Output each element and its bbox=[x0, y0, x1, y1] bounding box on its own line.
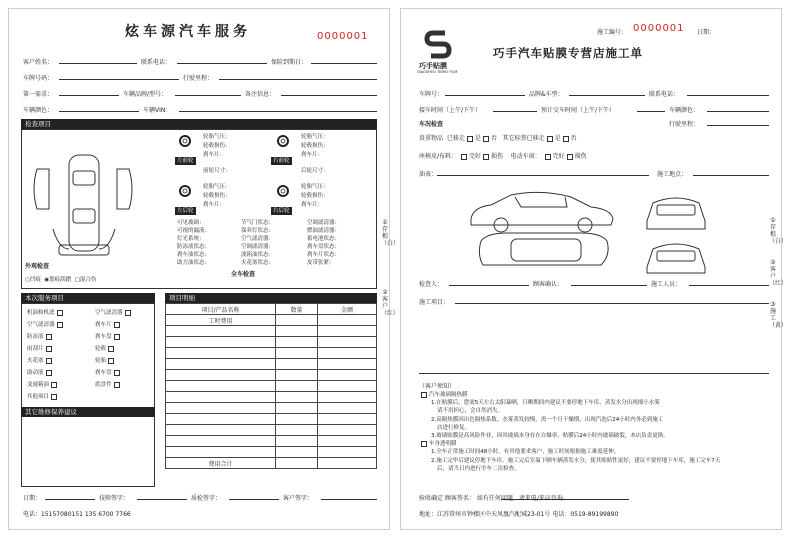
mileage-field[interactable] bbox=[219, 79, 377, 80]
left-form-title: 炫车源汽车服务 bbox=[125, 24, 251, 40]
table-row bbox=[166, 326, 377, 337]
car-diagram-front-rear bbox=[641, 189, 711, 275]
mileage-field[interactable] bbox=[707, 125, 769, 126]
work-order-number-label: 施工编号： bbox=[597, 29, 628, 36]
plate-label: 车牌号： bbox=[419, 91, 444, 98]
table-row bbox=[166, 392, 377, 403]
stub-copy-note: ①存根（白） bbox=[381, 219, 400, 247]
plate-field[interactable] bbox=[445, 95, 525, 96]
checkbox[interactable] bbox=[108, 358, 114, 364]
condition-check-label: 车况检查 bbox=[419, 121, 444, 128]
installer-copy-note: ③施工（黄） bbox=[769, 301, 788, 329]
remarks-label: 备注信息： bbox=[245, 91, 276, 98]
customer-notice-body: 汽车玻璃隔热膜 1.在贴膜后，您需5天左右太阳暴晒，日晒期间内建议不要停地下车库、蒸发水分出现细小水雾 请不用担心，会自然消失。 2.高隔热膜因出色隔热系数、水雾蒸发较慢，需一个月干燥期，出现汽泡后24小时内务必到施工 店进行修复。 3.玻璃贴膜是高风险作业，因其玻璃本身存在自爆率，贴膜后24小时内玻璃破裂，本店负责更换。 车身透明膜 1.全车正常施工时间48小时，有其他要求客户，施工时间根据施工难度延伸。 2.施工完毕后建议停地下车库，施工完后室温下晒车辆蒸发水分，使其贴贴性更好，建议不要停地下车库，施工完车7天 后，请当日内进行全车二次检查。 bbox=[419, 391, 771, 473]
table-row bbox=[166, 436, 377, 447]
checks-column-2: 节气门状态： 保养灯状态： 空气滤清器： 空调滤清器： 波箱油状态： 火花塞状态： bbox=[241, 220, 275, 266]
customer-copy-note: ②客户（红） bbox=[769, 259, 788, 287]
rear-right-wheel-icon bbox=[277, 185, 289, 197]
brand-logo-subtext: QIAOSHOU TIEMO FILM bbox=[417, 70, 458, 74]
customer-confirm-field[interactable] bbox=[571, 285, 647, 286]
front-tire-size-label: 前轮尺寸： bbox=[203, 168, 231, 174]
checks-column-3: 空调滤清器： 燃油滤清器： 蓄电池状态： 刹车盘状态： 刹车片状态： 皮带张紧： bbox=[307, 220, 341, 266]
customer-signature-label: 客户签字： bbox=[283, 495, 314, 502]
rear-left-wheel-icon bbox=[179, 185, 191, 197]
checkbox[interactable] bbox=[467, 136, 473, 142]
rear-left-wheel-label: 左后轮 bbox=[177, 208, 194, 214]
project-details-table bbox=[165, 303, 377, 469]
front-left-wheel-icon bbox=[179, 135, 191, 147]
front-left-wheel-checks: 轮胎气压： 轮毂损伤： 刹车片： bbox=[203, 134, 231, 158]
left-service-form bbox=[8, 8, 400, 530]
qc-signature-field[interactable] bbox=[229, 499, 279, 500]
date-label: 日期： bbox=[23, 495, 42, 502]
table-header-row: 项目/产品名称 数量 金额 bbox=[166, 304, 377, 315]
checkbox[interactable] bbox=[483, 136, 489, 142]
table-row bbox=[166, 337, 377, 348]
checkbox[interactable] bbox=[46, 370, 52, 376]
checkbox[interactable] bbox=[547, 136, 553, 142]
checkbox[interactable] bbox=[114, 382, 120, 388]
inspector-field[interactable] bbox=[449, 285, 529, 286]
delivery-time-label: 预计交车时间（上午/下午） bbox=[541, 107, 616, 114]
insurance-expiry-field[interactable] bbox=[311, 63, 377, 64]
full-vehicle-check-label: 全车检查 bbox=[231, 271, 256, 278]
checkbox[interactable] bbox=[46, 334, 52, 340]
installer-label: 施工人员： bbox=[651, 281, 682, 288]
plate-number-field[interactable] bbox=[59, 79, 179, 80]
inspection-header: 检查项目 bbox=[21, 119, 377, 129]
work-items-field[interactable] bbox=[455, 303, 769, 304]
contact-phone-field[interactable] bbox=[177, 63, 267, 64]
exterior-legend: ○凹痕 ◉划痕刮蹭 □混合伤 bbox=[25, 277, 97, 283]
vehicle-color-label: 车辆颜色： bbox=[23, 107, 54, 114]
checkbox[interactable] bbox=[545, 154, 551, 160]
inspector-label: 检查人： bbox=[419, 281, 444, 288]
checkbox[interactable] bbox=[51, 382, 57, 388]
service-items-header: 本次服务项目 bbox=[21, 293, 155, 303]
table-row: 费用合计 bbox=[166, 458, 377, 469]
remarks-field[interactable] bbox=[281, 95, 377, 96]
rear-right-wheel-checks: 轮胎气压： 轮毂损伤： 刹车片： bbox=[301, 184, 329, 208]
table-row bbox=[166, 425, 377, 436]
qc-signature-label: 质检签字： bbox=[191, 495, 222, 502]
date-field[interactable] bbox=[45, 499, 95, 500]
rear-left-wheel-checks: 轮胎气压： 轮毂损伤： 刹车片： bbox=[203, 184, 231, 208]
checkbox[interactable] bbox=[563, 136, 569, 142]
checkbox[interactable] bbox=[57, 310, 63, 316]
car-diagram-side-and-top bbox=[461, 181, 621, 271]
front-right-wheel-label: 右前轮 bbox=[273, 158, 290, 164]
left-serial-number: 0000001 bbox=[317, 31, 369, 42]
delivery-time-field[interactable] bbox=[637, 111, 665, 112]
table-row: 工时费用 bbox=[166, 315, 377, 326]
table-row bbox=[166, 359, 377, 370]
table-row bbox=[166, 348, 377, 359]
car-outline-diagram bbox=[29, 149, 149, 259]
checkbox[interactable] bbox=[114, 370, 120, 376]
fuel-gauge-label: 油表： bbox=[419, 171, 438, 178]
brand-model-field[interactable] bbox=[175, 95, 241, 96]
color-field[interactable] bbox=[707, 111, 769, 112]
checkbox[interactable] bbox=[46, 358, 52, 364]
checkbox[interactable] bbox=[125, 310, 131, 316]
color-label: 车辆颜色： bbox=[669, 107, 700, 114]
shop-address: 地址：江苏常州市钟楼区中天凤凰汽配城23-01号 电话：0519-89199890 bbox=[419, 511, 619, 518]
phone-label: 联系电话： bbox=[649, 91, 680, 98]
plate-number-label: 车牌号码： bbox=[23, 75, 54, 82]
front-left-wheel-label: 左前轮 bbox=[177, 158, 194, 164]
rear-right-wheel-label: 右后轮 bbox=[273, 208, 290, 214]
contact-phone-label: 联系电话： bbox=[141, 59, 172, 66]
work-location-field[interactable] bbox=[693, 175, 769, 176]
checkbox[interactable] bbox=[483, 154, 489, 160]
mixed-damage-icon: □ bbox=[74, 277, 80, 283]
pickup-time-label: 接车时间（上午/下午） bbox=[419, 107, 482, 114]
dent-icon: ○ bbox=[25, 277, 30, 283]
brand-model-label: 车辆品牌/型号： bbox=[123, 91, 168, 98]
shop-phone: 电话：15157080151 135 6700 7766 bbox=[23, 511, 131, 518]
acceptance-signature-field[interactable] bbox=[501, 499, 629, 500]
checkbox[interactable] bbox=[51, 394, 57, 400]
checkbox[interactable] bbox=[114, 334, 120, 340]
checkbox[interactable] bbox=[567, 154, 573, 160]
customer-confirm-label: 顾客确认： bbox=[533, 281, 564, 288]
work-order-number: 0000001 bbox=[633, 23, 685, 34]
checkbox[interactable] bbox=[421, 392, 427, 398]
mileage-label: 行驶里程： bbox=[669, 121, 700, 128]
first-need-field[interactable] bbox=[59, 95, 119, 96]
brand-model-field[interactable] bbox=[569, 95, 645, 96]
checks-column-1: 可见玻璃： 可视的漏液： 灯光系统： 防冻液状态： 刹车油状态： 助力油状态： bbox=[177, 220, 211, 266]
installer-field[interactable] bbox=[689, 285, 769, 286]
exterior-check-label: 外观检查 bbox=[25, 263, 50, 270]
fuel-gauge-field[interactable] bbox=[437, 175, 649, 176]
stub-copy-note: ①存根（白） bbox=[769, 217, 788, 245]
acceptance-signature-line: 验收确定 顾客签名： 如有任何问题，请来电/来店咨询。 bbox=[419, 495, 569, 502]
table-row bbox=[166, 381, 377, 392]
customer-signature-field[interactable] bbox=[321, 499, 377, 500]
brand-model-label: 品牌&车型： bbox=[529, 91, 564, 98]
checkbox[interactable] bbox=[421, 441, 427, 447]
vehicle-color-field[interactable] bbox=[59, 111, 139, 112]
front-right-wheel-icon bbox=[277, 135, 289, 147]
table-row bbox=[166, 370, 377, 381]
scratch-icon: ◉ bbox=[44, 277, 50, 283]
customer-name-field[interactable] bbox=[59, 63, 137, 64]
customer-notice-header: （客户须知） bbox=[419, 383, 456, 390]
right-film-work-order bbox=[400, 8, 788, 530]
checkbox[interactable] bbox=[461, 154, 467, 160]
valuables-row: 贵重物品 已移走 是 否 其它标签已移走 是 否 bbox=[419, 135, 577, 142]
front-right-wheel-checks: 轮胎气压： 轮毂损伤： 刹车片： bbox=[301, 134, 329, 158]
pickup-time-field[interactable] bbox=[493, 111, 537, 112]
insurance-expiry-label: 保险到期日： bbox=[271, 59, 308, 66]
checkbox[interactable] bbox=[57, 322, 63, 328]
customer-name-label: 客户姓名： bbox=[23, 59, 54, 66]
project-details-header: 项目明细 bbox=[165, 293, 377, 303]
rear-tire-size-label: 后轮尺寸： bbox=[301, 168, 329, 174]
service-items-col-b: 空气滤清器 刹车片 刹车盘 轮毂 轮胎 刹车盘 底盘件 bbox=[95, 307, 133, 391]
work-items-label: 施工项目： bbox=[419, 299, 450, 306]
technician-signature-label: 技师签字： bbox=[99, 495, 130, 502]
brand-logo-text: 巧手贴膜 bbox=[419, 62, 447, 70]
phone-field[interactable] bbox=[687, 95, 769, 96]
technician-signature-field[interactable] bbox=[137, 499, 187, 500]
checkbox[interactable] bbox=[46, 346, 52, 352]
brand-logo-icon bbox=[423, 29, 453, 59]
work-items-line-end bbox=[419, 373, 769, 374]
other-suggestions-header: 其它维修保养建议 bbox=[21, 407, 155, 417]
first-need-label: 第一需求： bbox=[23, 91, 54, 98]
vin-field[interactable] bbox=[179, 111, 377, 112]
mileage-label: 行驶里程： bbox=[183, 75, 214, 82]
seat-material-row: 座椅皮/布料： 完好 损伤 电动车窗： 完好 损伤 bbox=[419, 153, 587, 160]
vin-label: 车辆VIN： bbox=[143, 107, 172, 114]
work-location-label: 施工地点： bbox=[657, 171, 688, 178]
table-row bbox=[166, 447, 377, 458]
customer-copy-note: ②客户（红） bbox=[381, 289, 400, 317]
service-items-col-a: 机油和机滤 空气滤清器 防冻液 雨刮片 火花塞 助动液 变速箱油 其他项目 bbox=[27, 307, 65, 403]
checkbox[interactable] bbox=[114, 322, 120, 328]
table-row bbox=[166, 414, 377, 425]
right-form-title: 巧手汽车贴膜专营店施工单 bbox=[493, 46, 643, 60]
table-row bbox=[166, 403, 377, 414]
checkbox[interactable] bbox=[108, 346, 114, 352]
work-order-date-label: 日期： bbox=[697, 29, 716, 36]
